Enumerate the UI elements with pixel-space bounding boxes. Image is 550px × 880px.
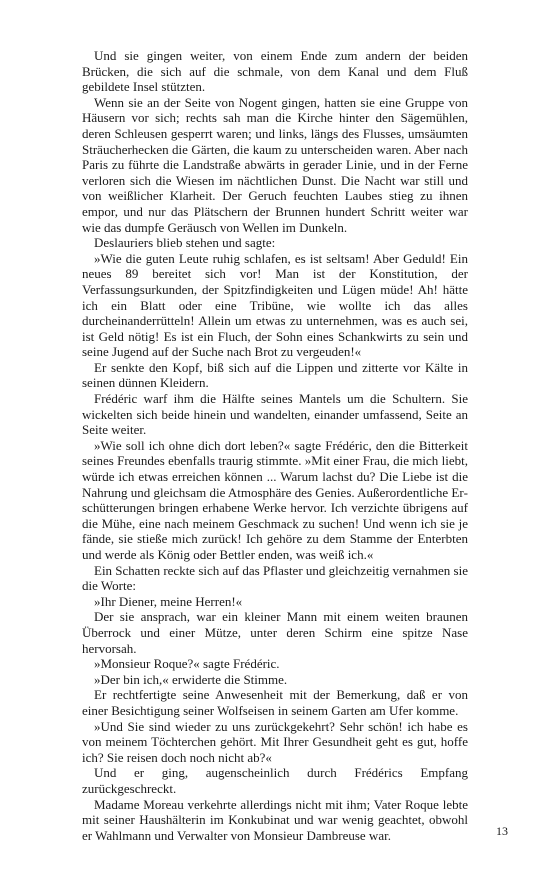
paragraph: »Der bin ich,« erwiderte die Stimme. bbox=[94, 671, 288, 687]
paragraph: »Und Sie sind wieder zu uns zurückgekehrt? Sehr schön! ich habe es von meinem Töchterchen gehört. Mit Ihrer Gesundheit geht es gut, hoffe ich? Sie reisen doch noch nicht ab?« bbox=[82, 718, 468, 765]
paragraph: Deslauriers blieb stehen und sagte: bbox=[94, 235, 276, 251]
page-body bbox=[82, 48, 468, 843]
paragraph: Wenn sie an der Seite von Nogent gingen, hatten sie eine Gruppe von Häusern vor sich; rechts sah man die Kirche hinter den Sägemühlen, deren Schleusen gesperrt waren; und links, längs des Flusses, umsäumten Sträucherhecken die Gärten, die kaum zu unterscheiden waren. Aber nach Paris zu führte die Landstraße abwärts in gerader Linie, und in der Ferne verloren sich die Wiesen im nächtlichen Dunst. Die Nacht war still und von weißlicher Klarheit. Der Geruch feuchten Laubes stieg zu ihnen empor, und nur das Plätschern der Brunnen hundert Schritt weiter war wie das dumpfe Geräusch von Wellen im Dunkeln. bbox=[82, 94, 468, 235]
paragraph: Ein Schatten reckte sich auf das Pflaster und gleichzeitig vernahmen sie die Worte: bbox=[82, 562, 468, 594]
page-number: 13 bbox=[496, 824, 508, 838]
paragraph: Und er ging, augenscheinlich durch Frédérics Empfang zurückgeschreckt. bbox=[82, 765, 468, 796]
paragraph: Frédéric warf ihm die Hälfte seines Mantels um die Schultern. Sie wickelten sich beide hinein und wandelten, einander umfassend, Seite an Seite weiter. bbox=[82, 391, 468, 438]
paragraph: »Wie soll ich ohne dich dort leben?« sagte Frédéric, den die Bitterkeit seines Freundes ebenfalls traurig stimmte. »Mit einer Frau, die mich liebt, würde ich etwas erreichen können ... Warum lachst du? Die Liebe ist die Nahrung und gleichsam die Atmosphäre des Genies. Außerordentliche Erschütterungen bringen erhabene Werke hervor. Ich verzichte übrigens auf die Mühe, eine nach meinem Geschmack zu suchen! Und wenn ich sie je fände, sie stieße mich zurück! Ich gehöre zu dem Stamme der Enterbten und werde als König oder Bettler enden, was weiß ich.« bbox=[82, 437, 468, 562]
paragraph: Der sie ansprach, war ein kleiner Mann mit einem weiten braunen Überrock und einer Mütze, unter deren Schirm eine spitze Nase hervorsah. bbox=[82, 609, 468, 656]
paragraph: Er rechtfertigte seine Anwesenheit mit der Bemerkung, daß er von einer Besichtigung seiner Wolfseisen in seinem Garten am Ufer komme. bbox=[82, 687, 468, 718]
paragraph: »Wie die guten Leute ruhig schlafen, es ist seltsam! Aber Geduld! Ein neues 89 bereitet sich vor! Man ist der Konstitution, der Verfassungsurkunden, der Spitzfindigkeiten und Lügen müde! Ah! hätte ich ein Blatt oder eine Tribüne, wie wollte ich das alles durcheinanderrütteln! Allein um etwas zu unternehmen, was es auch sei, ist Geld nötig! Es ist ein Fluch, der Sohn eines Schankwirts zu sein und seine Jugend auf der Suche nach Brot zu vergeuden!« bbox=[82, 250, 468, 360]
paragraph: Madame Moreau verkehrte allerdings nicht mit ihm; Vater Roque lebte mit seiner Haushälterin im Konkubinat und war wenig geachtet, obwohl er Wahlmann und Verwalter von Monsieur Dambreuse war. bbox=[82, 796, 468, 843]
paragraph: »Ihr Diener, meine Herren!« bbox=[94, 593, 243, 609]
paragraph: »Monsieur Roque?« sagte Frédéric. bbox=[94, 656, 280, 672]
paragraph: Er senkte den Kopf, biß sich auf die Lippen und zitterte vor Kälte in seinen dünnen Kleidern. bbox=[82, 359, 468, 391]
paragraph: Und sie gingen weiter, von einem Ende zum andern der beiden Brücken, die sich auf die schmale, von dem Kanal und dem Fluß gebildete Insel stützten. bbox=[82, 48, 468, 95]
